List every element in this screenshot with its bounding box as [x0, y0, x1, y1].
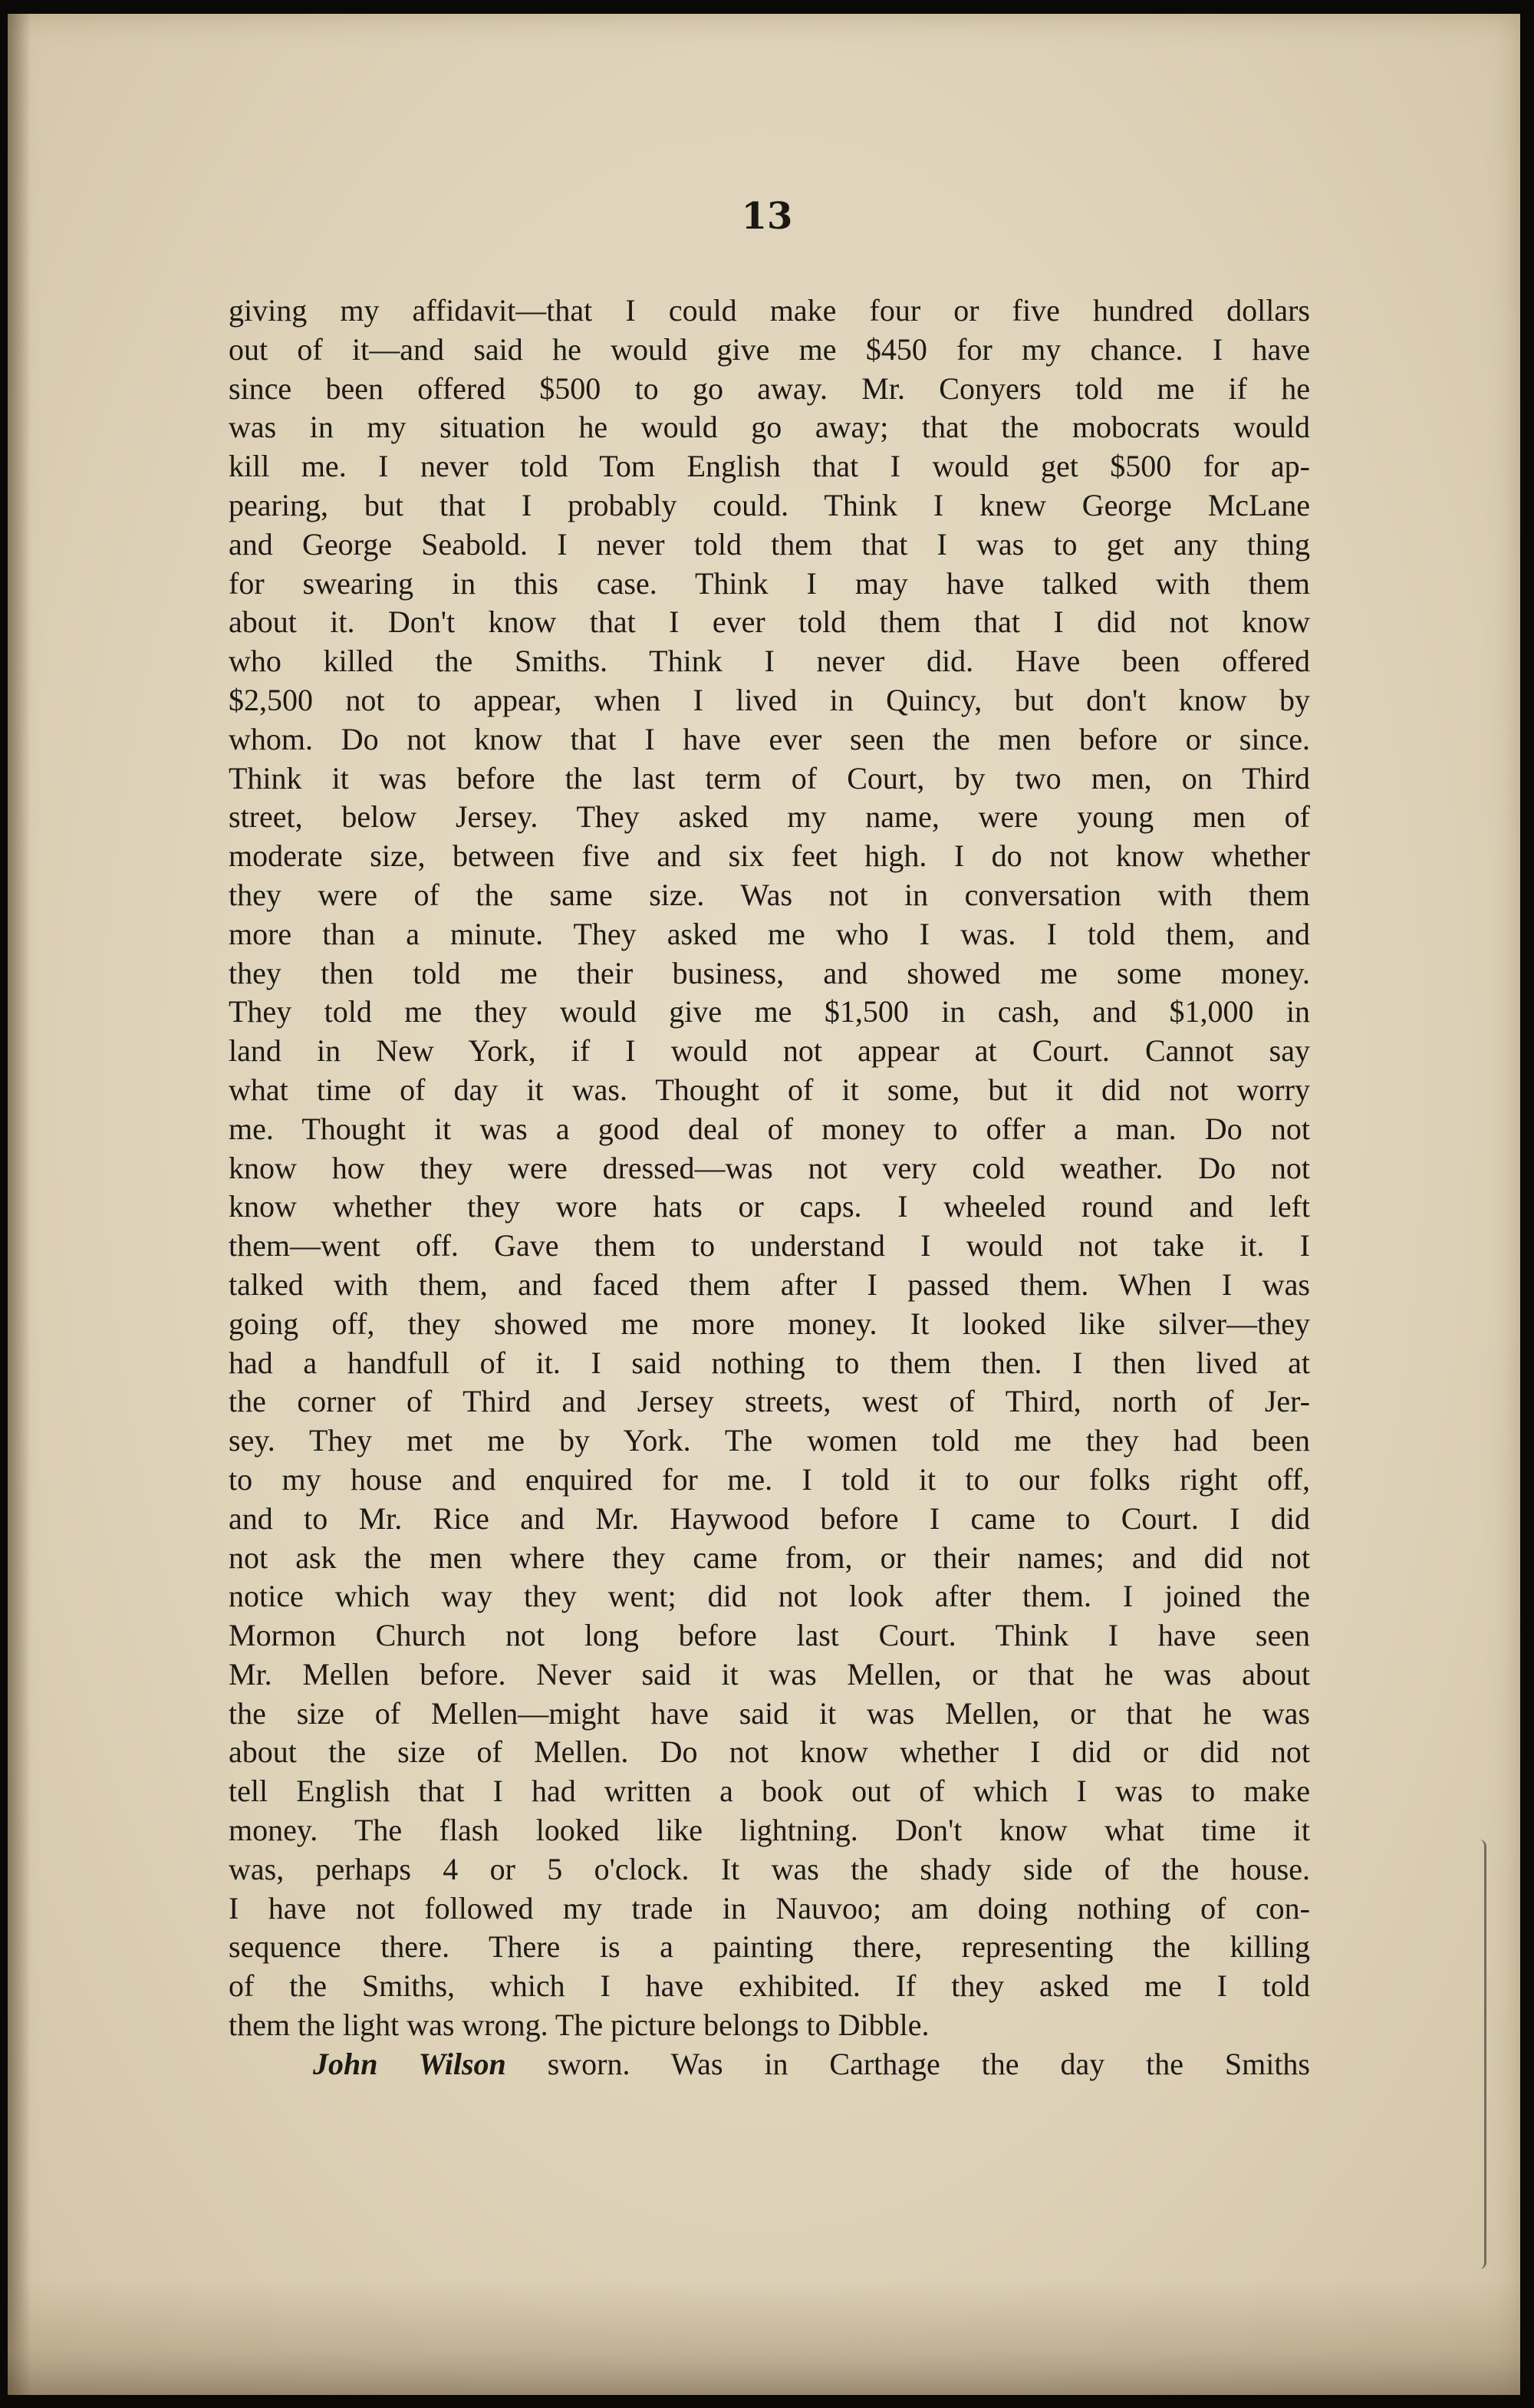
- margin-pencil-mark: [1480, 1840, 1486, 2269]
- text-line: kill me. I never told Tom English that I would get $500 for ap-: [229, 449, 1310, 484]
- text-line: Mormon Church not long before last Court. Think I have seen: [229, 1618, 1310, 1653]
- text-line: pearing, but that I probably could. Think I knew George McLane: [229, 487, 1310, 522]
- text-line: they were of the same size. Was not in conversation with them: [229, 877, 1310, 912]
- text-line: notice which way they went; did not look after them. I joined the: [229, 1579, 1310, 1614]
- page-number: 13: [741, 195, 793, 238]
- text-line: Think it was before the last term of Court, by two men, on Third: [229, 760, 1310, 796]
- text-line: the corner of Third and Jersey streets, west of Third, north of Jer-: [229, 1384, 1310, 1419]
- text-line: giving my affidavit—that I could make four or five hundred dollars: [229, 293, 1310, 328]
- text-line: going off, they showed me more money. It looked like silver—they: [229, 1306, 1310, 1341]
- witness-name: John Wilson: [313, 2046, 506, 2081]
- text-line: them—went off. Gave them to understand I would not take it. I: [229, 1228, 1310, 1263]
- text-line: what time of day it was. Thought of it some, but it did not worry: [229, 1072, 1310, 1107]
- text-line: had a handfull of it. I said nothing to them then. I then lived at: [229, 1345, 1310, 1380]
- text-line: and George Seabold. I never told them that I was to get any thing: [229, 526, 1310, 562]
- text-line: know how they were dressed—was not very cold weather. Do not: [229, 1150, 1310, 1185]
- text-line: not ask the men where they came from, or their names; and did not: [229, 1540, 1310, 1575]
- page-edge-shadow: [8, 14, 31, 2395]
- text-line: moderate size, between five and six feet high. I do not know whether: [229, 838, 1310, 874]
- text-line: whom. Do not know that I have ever seen the men before or since.: [229, 721, 1310, 756]
- text-line: me. Thought it was a good deal of money to offer a man. Do not: [229, 1111, 1310, 1146]
- text-line: was, perhaps 4 or 5 o'clock. It was the shady side of the house.: [229, 1851, 1310, 1886]
- text-line: about the size of Mellen. Do not know whether I did or did not: [229, 1734, 1310, 1770]
- text-line: sey. They met me by York. The women told me they had been: [229, 1423, 1310, 1458]
- text-line: the size of Mellen—might have said it was Mellen, or that he was: [229, 1695, 1310, 1731]
- text-line: talked with them, and faced them after I passed them. When I was: [229, 1267, 1310, 1302]
- text-line: to my house and enquired for me. I told it to our folks right off,: [229, 1461, 1310, 1497]
- text-line: and to Mr. Rice and Mr. Haywood before I came to Court. I did: [229, 1500, 1310, 1536]
- text-line: about it. Don't know that I ever told them that I did not know: [229, 604, 1310, 640]
- text-line: land in New York, if I would not appear at Court. Cannot say: [229, 1033, 1310, 1069]
- text-line: They told me they would give me $1,500 in cash, and $1,000 in: [229, 994, 1310, 1029]
- testimony-intro-line: [229, 2045, 1310, 2084]
- text-line: sequence there. There is a painting there, representing the killing: [229, 1929, 1310, 1965]
- text-line: street, below Jersey. They asked my name, were young men of: [229, 799, 1310, 835]
- text-line: was in my situation he would go away; that the mobocrats would: [229, 410, 1310, 445]
- text-line: of the Smiths, which I have exhibited. If they asked me I told: [229, 1968, 1310, 2004]
- text-line: I have not followed my trade in Nauvoo; am doing nothing of con-: [229, 1890, 1310, 1925]
- body-text: [229, 292, 1310, 2084]
- text-line: for swearing in this case. Think I may have talked with them: [229, 565, 1310, 601]
- text-line: money. The flash looked like lightning. Don't know what time it: [229, 1813, 1310, 1848]
- text-line: Mr. Mellen before. Never said it was Mellen, or that he was about: [229, 1656, 1310, 1692]
- text-line: more than a minute. They asked me who I was. I told them, and: [229, 916, 1310, 951]
- text-line: tell English that I had written a book out of which I was to make: [229, 1774, 1310, 1809]
- text-line: out of it—and said he would give me $450 for my chance. I have: [229, 331, 1310, 367]
- text-line: they then told me their business, and showed me some money.: [229, 955, 1310, 990]
- text-line: $2,500 not to appear, when I lived in Quincy, but don't know by: [229, 682, 1310, 717]
- text-line: them the light was wrong. The picture belongs to Dibble.: [229, 2008, 930, 2043]
- testimony-text: sworn. Was in Carthage the day the Smiths: [505, 2046, 1311, 2081]
- text-line: know whether they wore hats or caps. I wheeled round and left: [229, 1189, 1310, 1224]
- text-line: since been offered $500 to go away. Mr. Conyers told me if he: [229, 371, 1310, 406]
- text-line: who killed the Smiths. Think I never did. Have been offered: [229, 644, 1310, 679]
